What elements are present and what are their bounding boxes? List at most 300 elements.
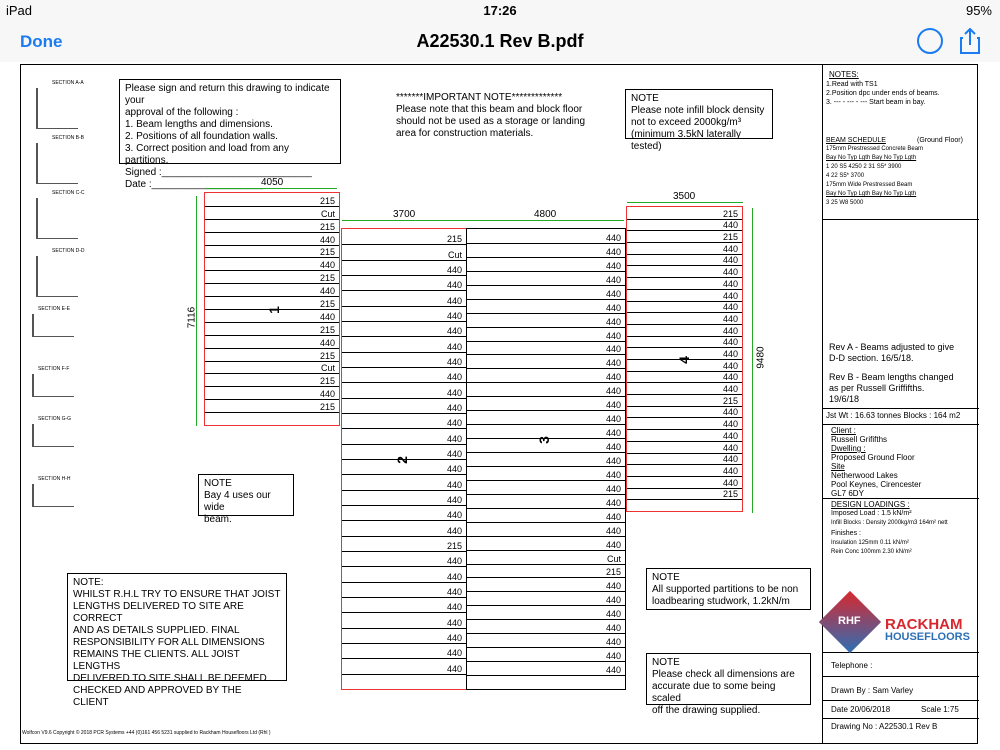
beam-line (467, 424, 625, 425)
beam-line (205, 245, 339, 246)
text-line: beam. (204, 514, 232, 525)
beam-line (205, 257, 339, 258)
beam-line (205, 270, 339, 271)
text-line: Bay No Typ Lgth Bay No Typ Lgth (826, 155, 917, 161)
beam-line (342, 398, 466, 399)
text-line: CLIENT (73, 697, 109, 708)
beam-length-label: 440 (722, 349, 738, 359)
bay4-note (198, 474, 294, 525)
text-line: not to exceed 2000kg/m³ (631, 117, 742, 128)
beam-length-label: 440 (446, 418, 462, 428)
beam-length-label: 440 (605, 233, 621, 243)
beam-length-label: 215 (319, 402, 335, 412)
beam-length-label: 215 (446, 541, 462, 551)
dimension-label: 3700 (393, 209, 416, 220)
beam-line (342, 444, 466, 445)
beam-length-label: 440 (722, 244, 738, 254)
beam-line (342, 367, 466, 368)
text-line: NOTE (204, 478, 232, 489)
text-line: Signed :___________________________ (125, 167, 312, 178)
important-note (391, 89, 601, 139)
text-line: NOTE (652, 572, 680, 583)
beam-length-label: 440 (446, 434, 462, 444)
beam-line (342, 413, 466, 414)
text-line: Infill Blocks : Density 2000kg/m3 164m² nett (831, 520, 948, 526)
text-line: 19/6/18 (829, 394, 860, 404)
beam-length-label: 440 (605, 344, 621, 354)
beam-length-label: 440 (722, 220, 738, 230)
clock: 17:26 (483, 3, 517, 18)
beam-line (342, 536, 466, 537)
beam-length-label: 440 (319, 389, 335, 399)
beam-line (205, 412, 339, 413)
beam-length-label: 440 (446, 372, 462, 382)
text-line: 175mm Wide Prestressed Beam (826, 182, 913, 188)
dimension-line (205, 188, 337, 189)
beam-line (467, 675, 625, 676)
beam-line (627, 429, 742, 430)
beam-length-label: 440 (722, 255, 738, 265)
bay-number: 1 (265, 306, 282, 314)
beam-length-label: 440 (319, 312, 335, 322)
bay-number: 2 (393, 456, 410, 464)
beam-length-label: 440 (446, 572, 462, 582)
section-label: SECTION C-C (52, 190, 85, 196)
notes-heading: NOTES: (829, 70, 859, 79)
beam-line (205, 373, 339, 374)
beam-length-label: 440 (605, 498, 621, 508)
text-line: DELIVERED TO SITE SHALL BE DEEMED (73, 673, 267, 684)
beam-length-label: 440 (605, 303, 621, 313)
beam-line (467, 522, 625, 523)
beam-length-label: 440 (605, 442, 621, 452)
beam-length-label: 440 (722, 267, 738, 277)
beam-length-label: 440 (319, 286, 335, 296)
dimension-line (342, 220, 466, 221)
dimension-line (466, 220, 624, 221)
beam-length-label: 440 (722, 279, 738, 289)
beam-line (467, 661, 625, 662)
beam-length-label: 215 (722, 232, 738, 242)
beam-line (467, 327, 625, 328)
dwelling-value: Proposed Ground Floor (831, 453, 915, 462)
divider (823, 652, 979, 653)
beam-length-label: 440 (722, 454, 738, 464)
beam-length-label: 215 (319, 299, 335, 309)
client-heading: Client : (831, 426, 856, 435)
text-line: 1 20 S5 4250 2 31 S5* 3900 (826, 164, 902, 170)
beam-line (342, 260, 466, 261)
beam-line (467, 313, 625, 314)
beam-length-label: 440 (722, 314, 738, 324)
beam-line (627, 464, 742, 465)
beam-line (627, 417, 742, 418)
section-label: SECTION B-B (52, 135, 84, 141)
beam-line (467, 452, 625, 453)
beam-line (627, 230, 742, 231)
beam-line (342, 321, 466, 322)
drawing-scale: Scale 1:75 (921, 705, 959, 714)
beam-length-label: 440 (605, 665, 621, 675)
beam-length-label: 440 (446, 526, 462, 536)
beam-line (467, 285, 625, 286)
beam-line (342, 582, 466, 583)
beam-line (627, 242, 742, 243)
section-label: SECTION E-E (38, 306, 70, 312)
dimension-line (752, 208, 753, 513)
beam-line (467, 494, 625, 495)
beam-length-label: 440 (722, 337, 738, 347)
beam-line (342, 612, 466, 613)
beam-line (205, 399, 339, 400)
rhl-disclaimer (67, 573, 287, 708)
beam-line (342, 352, 466, 353)
text-line: Please sign and return this drawing to indicate your (125, 83, 330, 106)
beam-line (467, 619, 625, 620)
text-line: 2.Position dpc under ends of beams. (826, 90, 940, 97)
beam-length-label: 440 (446, 587, 462, 597)
text-line: RESPONSIBILITY FOR ALL DIMENSIONS (73, 637, 265, 648)
beam-line (205, 283, 339, 284)
section-label: SECTION G-G (38, 416, 72, 422)
dimension-label: 4050 (261, 177, 284, 188)
divider (823, 408, 979, 409)
beam-length-label: 440 (446, 403, 462, 413)
text-line: NOTE (631, 93, 659, 104)
bay-3 (466, 228, 626, 690)
beam-length-label: 440 (605, 247, 621, 257)
divider (823, 424, 979, 425)
bay-number: 3 (535, 436, 552, 444)
telephone: Telephone : (831, 661, 873, 670)
beam-length-label: 440 (446, 556, 462, 566)
beam-line (342, 275, 466, 276)
text-line: LENGTHS DELIVERED TO SITE ARE CORRECT (73, 601, 244, 624)
partition-note (646, 568, 811, 610)
beam-line (342, 505, 466, 506)
beam-length-label: 440 (605, 261, 621, 271)
weight-line: Jst Wt : 16.63 tonnes Blocks : 164 m2 (826, 411, 961, 420)
beam-length-label: 215 (319, 273, 335, 283)
beam-line (627, 441, 742, 442)
beam-line (467, 633, 625, 634)
beam-length-label: Cut (320, 209, 335, 219)
section-label: SECTION D-D (52, 248, 85, 254)
beam-line (627, 347, 742, 348)
done-button[interactable]: Done (20, 32, 63, 51)
section-label: SECTION H-H (38, 476, 71, 482)
schedule-heading: BEAM SCHEDULE (826, 137, 886, 144)
text-line: Date :____________________ (125, 179, 263, 190)
beam-length-label: 440 (605, 317, 621, 327)
beam-line (467, 480, 625, 481)
beam-length-label: 440 (446, 495, 462, 505)
beam-length-label: 215 (319, 376, 335, 386)
beam-line (205, 219, 339, 220)
dimension-label: 4800 (534, 209, 557, 220)
beam-length-label: 440 (605, 456, 621, 466)
beam-line (342, 382, 466, 383)
brand-subname: HOUSEFLOORS (885, 631, 970, 643)
beam-line (205, 206, 339, 207)
divider (823, 676, 979, 677)
beam-length-label: 440 (446, 602, 462, 612)
beam-line (467, 382, 625, 383)
beam-line (205, 335, 339, 336)
battery-level: 95% (965, 3, 992, 18)
document-title: A22530.1 Rev B.pdf (416, 31, 584, 51)
schedule-floor: (Ground Floor) (917, 137, 963, 144)
beam-length-label: 440 (722, 407, 738, 417)
beam-line (342, 306, 466, 307)
beam-length-label: 440 (605, 414, 621, 424)
beam-line (467, 271, 625, 272)
text-line: 4 22 S5* 3700 (826, 173, 865, 179)
beam-line (627, 289, 742, 290)
text-line: 1.Read with TS1 (826, 81, 878, 88)
beam-line (205, 296, 339, 297)
text-line: 175mm Prestressed Concrete Beam (826, 146, 924, 152)
beam-length-label: 440 (722, 419, 738, 429)
text-line: approval of the following : (125, 107, 239, 118)
beam-line (342, 566, 466, 567)
beam-length-label: 215 (319, 325, 335, 335)
text-line: 1. Beam lengths and dimensions. (125, 119, 273, 130)
beam-line (342, 490, 466, 491)
text-line: Please check all dimensions are (652, 669, 795, 680)
text-line: NOTE (652, 657, 680, 668)
beam-line (342, 336, 466, 337)
dimension-label: 9480 (755, 346, 767, 369)
beam-length-label: 440 (605, 400, 621, 410)
beam-line (342, 520, 466, 521)
beam-length-label: 440 (605, 428, 621, 438)
beam-line (342, 428, 466, 429)
text-line: Rein Conc 100mm 2.30 kN/m² (831, 549, 912, 555)
beam-length-label: 440 (446, 648, 462, 658)
text-line: 3. --- - --- - --- Start beam in bay. (826, 99, 926, 106)
text-line: AND AS DETAILS SUPPLIED. FINAL (73, 625, 240, 636)
beam-length-label: 440 (446, 449, 462, 459)
text-line: All supported partitions to be non (652, 584, 799, 595)
beam-line (627, 499, 742, 500)
beam-line (467, 550, 625, 551)
beam-line (342, 474, 466, 475)
beam-length-label: 215 (319, 222, 335, 232)
beam-line (467, 299, 625, 300)
site-line: GL7 6DY (831, 489, 864, 498)
text-line: Rev B - Beam lengths changed (829, 372, 954, 382)
beam-length-label: 440 (605, 595, 621, 605)
beam-length-label: 440 (722, 384, 738, 394)
client-name: Russell Grififths (831, 435, 888, 444)
beam-length-label: 440 (722, 372, 738, 382)
beam-length-label: 440 (605, 331, 621, 341)
divider (823, 219, 979, 220)
beam-line (467, 647, 625, 648)
text-line: Please note that this beam and block floor (396, 104, 583, 115)
beam-length-label: 440 (722, 431, 738, 441)
beam-length-label: 440 (605, 526, 621, 536)
beam-line (467, 508, 625, 509)
text-line: off the drawing supplied. (652, 705, 761, 716)
beam-length-label: Cut (320, 363, 335, 373)
text-line: Bay No Typ Lgth Bay No Typ Lgth (826, 191, 917, 197)
text-line: Please note infill block density (631, 105, 765, 116)
beam-line (205, 322, 339, 323)
beam-line (342, 674, 466, 675)
beam-length-label: Cut (447, 250, 462, 260)
divider (823, 498, 979, 499)
text-line: loadbearing studwork, 1.2kN/m (652, 596, 790, 607)
beam-length-label: 440 (446, 357, 462, 367)
brand-name: RACKHAM (885, 616, 963, 633)
section-sketch (32, 484, 74, 507)
beam-length-label: 440 (605, 637, 621, 647)
beam-length-label: 215 (319, 351, 335, 361)
beam-length-label: 440 (605, 609, 621, 619)
beam-line (205, 348, 339, 349)
beam-length-label: 440 (446, 388, 462, 398)
beam-length-label: 440 (605, 581, 621, 591)
logo-mark: RHF (838, 615, 861, 627)
beam-length-label: 215 (446, 234, 462, 244)
beam-length-label: 440 (605, 372, 621, 382)
beam-line (205, 361, 339, 362)
text-line: as per Russell Griffifths. (829, 383, 925, 393)
beam-line (342, 551, 466, 552)
beam-length-label: 440 (722, 466, 738, 476)
text-line: Bay 4 uses our wide (204, 490, 271, 513)
beam-line (205, 232, 339, 233)
beam-line (342, 628, 466, 629)
beam-length-label: 440 (446, 280, 462, 290)
markup-icon[interactable] (917, 28, 943, 54)
beam-length-label: 440 (446, 510, 462, 520)
beam-length-label: 440 (446, 664, 462, 674)
text-line: Finishes : (831, 530, 861, 537)
beam-length-label: 440 (605, 512, 621, 522)
text-line: NOTE: (73, 577, 104, 588)
drawing-date: Date 20/06/2018 (831, 705, 891, 714)
beam-line (342, 597, 466, 598)
beam-line (627, 312, 742, 313)
beam-length-label: 440 (605, 540, 621, 550)
text-line: Rev A - Beams adjusted to give (829, 342, 955, 352)
divider (823, 718, 979, 719)
beam-length-label: 215 (722, 489, 738, 499)
beam-line (627, 476, 742, 477)
beam-line (627, 277, 742, 278)
beam-line (342, 643, 466, 644)
beam-line (467, 243, 625, 244)
beam-length-label: 440 (446, 342, 462, 352)
beam-line (627, 394, 742, 395)
beam-length-label: 440 (722, 361, 738, 371)
beam-line (467, 577, 625, 578)
section-sketch (32, 314, 74, 337)
beam-length-label: 215 (605, 567, 621, 577)
dimension-line (627, 202, 743, 203)
beam-line (467, 466, 625, 467)
section-label: SECTION A-A (52, 80, 84, 86)
dimension-line (196, 196, 197, 426)
site-line: Netherwood Lakes (831, 471, 898, 480)
beam-length-label: 440 (605, 651, 621, 661)
beam-length-label: 440 (319, 260, 335, 270)
beam-line (627, 324, 742, 325)
beam-length-label: 215 (722, 209, 738, 219)
divider (823, 700, 979, 701)
section-sketch (36, 198, 78, 239)
beam-line (467, 257, 625, 258)
beam-line (467, 341, 625, 342)
beam-length-label: 440 (446, 464, 462, 474)
beam-line (467, 396, 625, 397)
beam-line (342, 290, 466, 291)
beam-line (467, 605, 625, 606)
beam-length-label: 440 (446, 311, 462, 321)
text-line: should not be used as a storage or landing (396, 116, 586, 127)
dwelling-heading: Dwelling : (831, 444, 866, 453)
beam-length-label: 215 (319, 247, 335, 257)
beam-length-label: 440 (605, 623, 621, 633)
beam-length-label: 440 (605, 484, 621, 494)
section-sketch (32, 374, 74, 397)
dimension-label: 7116 (186, 306, 198, 329)
beam-line (467, 591, 625, 592)
beam-length-label: 440 (319, 338, 335, 348)
text-line: 3 25 W8 5000 (826, 200, 864, 206)
text-line: accurate due to some being scaled (652, 681, 776, 704)
text-line: Insulation 125mm 0.11 kN/m² (831, 540, 909, 546)
beam-length-label: 440 (446, 296, 462, 306)
text-line: *******IMPORTANT NOTE************* (396, 92, 563, 103)
beam-length-label: 440 (446, 633, 462, 643)
share-icon[interactable] (960, 28, 980, 54)
text-line: D-D section. 16/5/18. (829, 353, 914, 363)
device-label: iPad (6, 3, 33, 18)
beam-length-label: 440 (446, 265, 462, 275)
beam-line (467, 354, 625, 355)
beam-length-label: 440 (446, 480, 462, 490)
section-sketch (36, 256, 78, 297)
beam-length-label: 440 (722, 326, 738, 336)
drawing-number: Drawing No : A22530.1 Rev B (831, 722, 938, 731)
beam-length-label: 440 (722, 302, 738, 312)
beam-line (467, 564, 625, 565)
text-line: Imposed Load : 1.5 kN/m² (831, 510, 912, 517)
loadings-heading: DESIGN LOADINGS : (831, 500, 910, 509)
beam-line (467, 410, 625, 411)
dimension-label: 3500 (673, 191, 696, 202)
beam-line (467, 368, 625, 369)
text-line: (minimum 3.5kN laterally tested) (631, 129, 742, 152)
beam-length-label: 215 (319, 196, 335, 206)
bay-number: 4 (675, 356, 692, 364)
nav-bar (0, 22, 1000, 63)
beam-length-label: 440 (722, 291, 738, 301)
section-sketch (36, 143, 78, 184)
text-line: WHILST R.H.L TRY TO ENSURE THAT JOIST (73, 589, 281, 600)
site-line: Pool Keynes, Cirencester (831, 480, 922, 489)
beam-length-label: 440 (722, 478, 738, 488)
beam-line (467, 536, 625, 537)
text-line: 2. Positions of all foundation walls. (125, 131, 278, 142)
site-heading: Site (831, 462, 845, 471)
section-label: SECTION F-F (38, 366, 70, 372)
dimension-check-note (646, 653, 811, 716)
